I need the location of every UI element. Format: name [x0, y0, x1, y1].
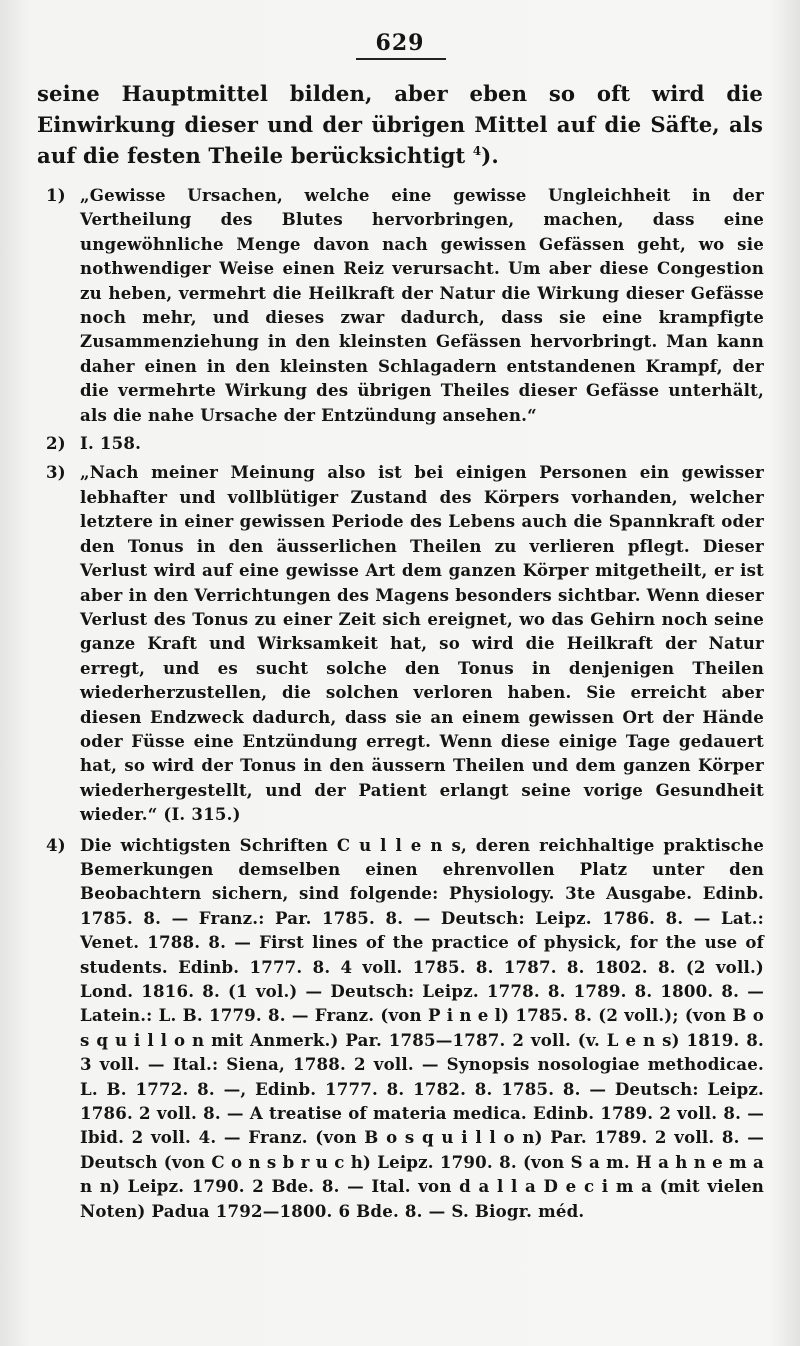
footnote-text: I. 158.	[80, 433, 142, 454]
footnote-number: 4)	[46, 834, 66, 855]
page-number: 629	[375, 30, 425, 56]
footnote-number: 1)	[46, 185, 66, 205]
body-paragraph	[37, 78, 763, 171]
footnote-text: „Nach meiner Meinung also ist bei einigen Personen ein gewisser lebhafter und vollblütiger Zustand des Körpers vorhanden, welcher letztere in einer gewissen Periode des Lebens auch die Spannkraft oder den Tonus in den äusserlichen Theilen zu verlieren pflegt. Dieser Verlust wird auf eine gewisse Art dem ganzen Körper mitgetheilt, er ist aber in den Verrichtungen des Magens besonders sichtbar. Wenn dieser Verlust des Tonus zu einer Zeit sich ereignet, wo das Gehirn noch seine ganze Kraft und Wirksamkeit hat, so wird die Heilkraft der Natur erregt, und es sucht solche den Tonus in denjenigen Theilen wiederherzustellen, die solchen verloren haben. Sie erreicht aber diesen Endzweck dadurch, dass sie an einem gewissen Ort der Hände oder Füsse eine Entzündung erregt. Wenn diese einige Tage gedauert hat, so wird der Tonus in den äussern Theilen und dem ganzen Körper wiederhergestellt, und der Patient erlangt seine vorige Gesundheit wieder.“ (I. 315.)	[80, 462, 764, 825]
footnote-3	[46, 460, 764, 826]
body-text: seine Hauptmittel bilden, aber eben so oft wird die Einwirkung dieser und der übrigen Mittel auf die Säfte, als auf die festen Theile berücksichtigt	[37, 81, 763, 168]
header-rule	[356, 58, 446, 60]
footnote-number: 3)	[46, 462, 66, 483]
footnote-text: Die wichtigsten Schriften C u l l e n s, deren reichhaltige praktische Bemerkungen demselben einen ehrenvollen Platz unter den Beobachtern sichern, sind folgende: Physiology. 3te Ausgabe. Edinb. 1785. 8. — Franz.: Par. 1785. 8. — Deutsch: Leipz. 1786. 8. — Lat.: Venet. 1788. 8. — First lines of the practice of physick, for the use of students. Edinb. 1777. 8. 4 voll. 1785. 8. 1787. 8. 1802. 8. (2 voll.) Lond. 1816. 8. (1 vol.) — Deutsch: Leipz. 1778. 8. 1789. 8. 1800. 8. — Latein.: L. B. 1779. 8. — Franz. (von P i n e l) 1785. 8. (2 voll.); (von B o s q u i l l o n mit Anmerk.) Par. 1785—1787. 2 voll. (v. L e n s) 1819. 8. 3 voll. — Ital.: Siena, 1788. 2 voll. — Synopsis nosologiae methodicae. L. B. 1772. 8. —, Edinb. 1777. 8. 1782. 8. 1785. 8. — Deutsch: Leipz. 1786. 2 voll. 8. — A treatise of materia medica. Edinb. 1789. 2 voll. 8. — Ibid. 2 voll. 4. — Franz. (von B o s q u i l l o n) Par. 1789. 2 voll. 8. — Deutsch (von C o n s b r u c h) Leipz. 1790. 8. (von S a m. H a h n e m a n n) Leipz. 1790. 2 Bde. 8. — Ital. von d a l l a D e c i m a (mit vielen Noten) Padua 1792—1800. 6 Bde. 8. — S. Biogr. méd.	[80, 834, 764, 1221]
body-text-end: ).	[481, 143, 499, 168]
footnote-2	[46, 431, 764, 455]
footnote-text: „Gewisse Ursachen, welche eine gewisse Ungleichheit in der Vertheilung des Blutes hervorbringen, machen, dass eine ungewöhnliche Menge davon nach gewissen Gefässen geht, wo sie nothwendiger Weise einen Reiz verursacht. Um aber diese Congestion zu heben, vermehrt die Heilkraft der Natur die Wirkung dieser Gefässe noch mehr, und dieses zwar dadurch, dass sie eine krampfigte Zusammenziehung in den kleinsten Gefässen hervorbringt. Man kann daher einen in den kleinsten Schlagadern entstandenen Krampf, der die vermehrte Wirkung des übrigen Theiles dieser Gefässe unterhält, als die nahe Ursache der Entzündung ansehen.“	[80, 185, 764, 425]
footnote-4	[46, 833, 764, 1224]
footnote-number: 2)	[46, 433, 66, 454]
footnotes	[46, 183, 764, 1227]
footnote-reference: 4	[472, 143, 482, 158]
footnote-1	[46, 183, 764, 427]
